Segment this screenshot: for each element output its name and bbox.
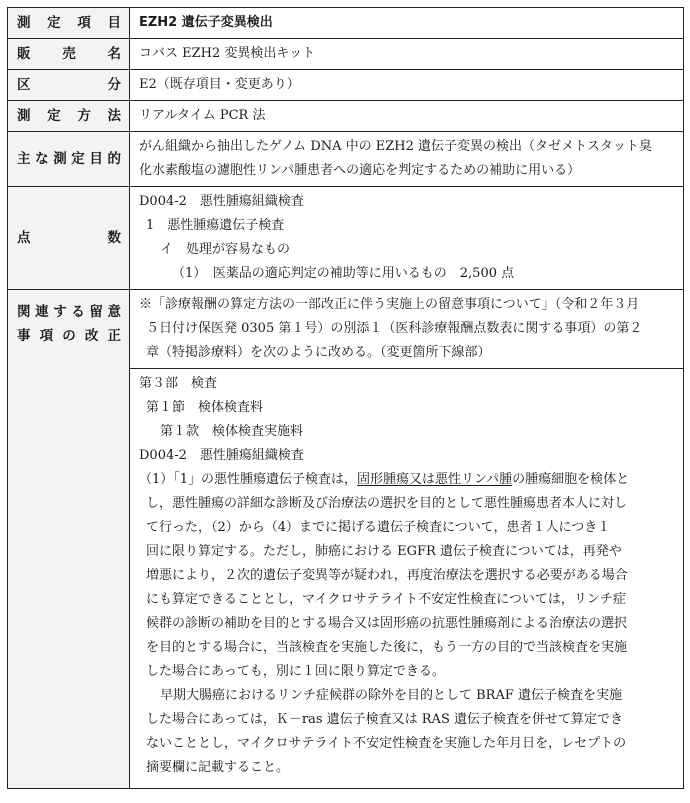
notes-paragraph-1-line: 候群の診断の補助を目的とする場合又は固形癌の抗悪性腫瘍剤による治療法の選択 (146, 616, 628, 631)
label-category: 区 分 (8, 70, 130, 101)
notes-code-heading: D004-2 悪性腫瘍組織検査 (139, 448, 304, 463)
notes-paragraph-1-line: 回に限り算定する。ただし，肺癌における EGFR 遺伝子検査については，再発や (146, 544, 622, 559)
row-method (8, 101, 684, 132)
spec-table (7, 7, 684, 789)
label-method: 測 定 方 法 (8, 101, 130, 132)
notes-paragraph-2-line: ないこととし，マイクロサテライト不安定性検査を実施した年月日を，レセプトの (146, 736, 627, 751)
label-notes: 関 連 す る 留 意 事 項 の 改 正 (8, 290, 130, 789)
notes-paragraph-1-line: し，悪性腫瘍の詳細な診断及び治療法の選択を目的として悪性腫瘍患者本人に対し (146, 496, 628, 511)
notes-body (130, 368, 683, 788)
notes-paragraph-1-line: にも算定できることとし，マイクロサテライト不安定性検査については，リンチ症 (146, 592, 626, 607)
value-method: リアルタイム PCR 法 (139, 108, 266, 123)
notes-intro-line: ※「診療報酬の算定方法の一部改正に伴う実施上の留意事項について」（令和２年３月 (139, 297, 640, 312)
value-category: E2（既存項目・変更あり） (139, 77, 300, 92)
points-code-line: D004-2 悪性腫瘍組織検査 (139, 194, 304, 209)
notes-paragraph-2-line: 摘要欄に記載すること。 (146, 760, 290, 775)
notes-section-heading: 第３部 検査 (139, 376, 218, 391)
row-notes (8, 290, 684, 789)
label-purpose: 主 な 測 定 目 的 (8, 132, 130, 187)
notes-paragraph-1-line: 増悪により，２次的遺伝子変異等が疑われ，再度治療法を選択する必要がある場合 (146, 568, 628, 583)
notes-paragraph-1-line: を目的とする場合に，当該検査を実施した後に，もう一方の目的で当該検査を実施 (146, 640, 628, 655)
row-purpose (8, 132, 684, 187)
points-subitem-line: 1 悪性腫瘍遺伝子検査 (146, 218, 285, 233)
notes-clause-heading: 第１款 検体検査実施料 (160, 424, 304, 439)
label-measurement-item: 測 定 項 目 (8, 8, 130, 39)
notes-intro-line: ５日付け保医発 0305 第１号）の別添１（医科診療報酬点数表に関する事項）の第２ (146, 321, 643, 336)
notes-chapter-heading: 第１節 検体検査料 (146, 400, 264, 415)
notes-intro-line: 章（特掲診療料）を次のように改める。（変更箇所下線部） (146, 345, 491, 360)
value-product-name: コバス EZH2 変異検出キット (139, 46, 316, 61)
value-purpose-line: 化水素酸塩の濾胞性リンパ腫患者への適応を判定するための補助に用いる） (139, 163, 581, 178)
points-value-line: （1） 医薬品の適応判定の補助等に用いるもの 2,500 点 (172, 266, 515, 281)
notes-paragraph-1-line: て行った，（2）から（4）までに掲げる遺伝子検査について，患者１人につき１ (146, 520, 611, 535)
notes-paragraph-1-line: （1）「1」の悪性腫瘍遺伝子検査は，固形腫瘍又は悪性リンパ腫の腫瘍細胞を検体と (139, 472, 630, 487)
row-product-name (8, 39, 684, 70)
value-purpose-line: がん組織から抽出したゲノム DNA 中の EZH2 遺伝子変異の検出（タゼメトスタット臭 (139, 139, 652, 154)
row-points (8, 187, 684, 290)
points-subitem-line: イ 処理が容易なもの (160, 242, 291, 257)
label-points: 点 数 (8, 187, 130, 290)
row-category (8, 70, 684, 101)
notes-paragraph-2-line: 早期大腸癌におけるリンチ症候群の除外を目的として BRAF 遺伝子検査を実施 (160, 688, 623, 703)
notes-paragraph-2-line: した場合にあっては，Ｋ－ras 遺伝子検査又は RAS 遺伝子検査を併せて算定でき (146, 712, 623, 727)
underlined-change: 固形腫瘍又は悪性リンパ腫 (357, 472, 513, 487)
row-measurement-item (8, 8, 684, 39)
notes-paragraph-1-line: した場合にあっても，別に１回に限り算定できる。 (146, 664, 445, 679)
document-sheet (7, 7, 683, 789)
label-product-name: 販 売 名 (8, 39, 130, 70)
value-measurement-item: EZH2 遺伝子変異検出 (139, 15, 273, 30)
notes-intro (130, 290, 683, 368)
